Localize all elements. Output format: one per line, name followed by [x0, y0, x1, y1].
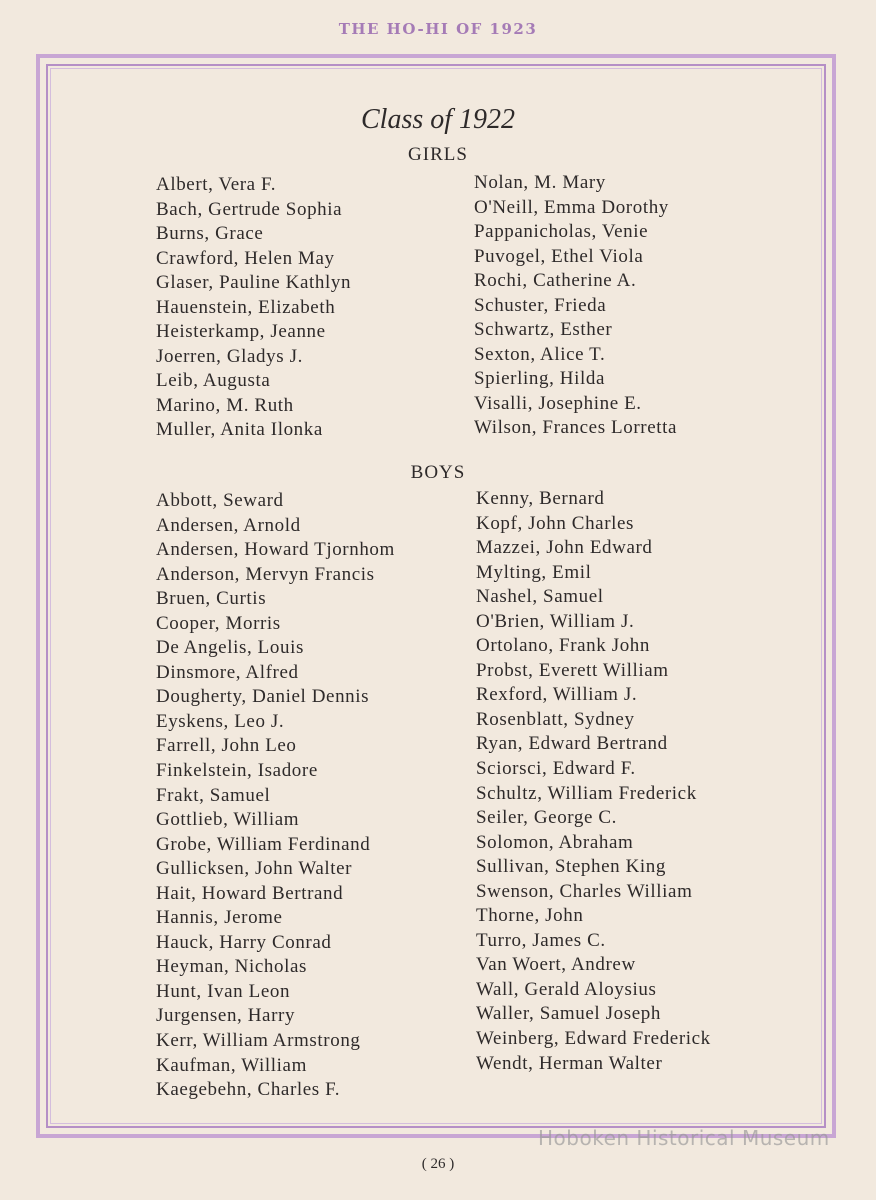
boy-name: O'Brien, William J.: [476, 610, 635, 632]
boy-name: Kenny, Bernard: [476, 488, 605, 509]
girl-name: Bach, Gertrude Sophia: [156, 198, 343, 220]
boy-name: Gullicksen, John Walter: [156, 858, 353, 880]
boy-name: Mylting, Emil: [476, 561, 592, 583]
boy-name: Jurgensen, Harry: [156, 1005, 296, 1027]
girl-name: Joerren, Gladys J.: [156, 345, 303, 367]
boy-name: Sullivan, Stephen King: [476, 856, 666, 878]
boy-name: Probst, Everett William: [476, 659, 669, 681]
boy-name: Dougherty, Daniel Dennis: [156, 686, 370, 708]
boys-heading: BOYS: [410, 462, 466, 483]
boy-name: Ortolano, Frank John: [476, 635, 651, 657]
girl-name: Sexton, Alice T.: [474, 343, 606, 365]
boy-name: Anderson, Mervyn Francis: [156, 563, 375, 585]
boy-name: Heyman, Nicholas: [156, 956, 308, 978]
boy-name: Schultz, William Frederick: [476, 782, 697, 804]
boy-name: Abbott, Seward: [156, 490, 284, 511]
boy-name: Andersen, Howard Tjornhom: [156, 539, 395, 561]
boy-name: Kerr, William Armstrong: [156, 1030, 361, 1052]
boy-name: Weinberg, Edward Frederick: [476, 1028, 711, 1050]
boy-name: Kaegebehn, Charles F.: [156, 1079, 341, 1101]
boy-name: Swenson, Charles William: [476, 880, 693, 902]
boy-name: Thorne, John: [476, 905, 584, 927]
girl-name: Crawford, Helen May: [156, 247, 335, 269]
boy-name: Waller, Samuel Joseph: [476, 1003, 661, 1025]
museum-watermark: Hoboken Historical Museum: [538, 1126, 830, 1150]
boy-name: Finkelstein, Isadore: [156, 760, 318, 782]
girl-name: Glaser, Pauline Kathlyn: [156, 272, 352, 294]
boy-name: Kaufman, William: [156, 1054, 307, 1076]
girl-name: Albert, Vera F.: [156, 174, 277, 195]
running-head: THE HO-HI OF 1923: [338, 20, 538, 38]
boy-name: Rosenblatt, Sydney: [476, 708, 635, 730]
boy-name: Van Woert, Andrew: [476, 954, 636, 976]
girl-name: Rochi, Catherine A.: [474, 270, 637, 292]
girl-name: Burns, Grace: [156, 223, 264, 245]
boy-name: Rexford, William J.: [476, 684, 638, 706]
boy-name: Andersen, Arnold: [156, 514, 301, 536]
boy-name: Dinsmore, Alfred: [156, 661, 299, 683]
boy-name: Cooper, Morris: [156, 612, 281, 634]
boy-name: Sciorsci, Edward F.: [476, 758, 636, 780]
boy-name: Hauck, Harry Conrad: [156, 931, 332, 953]
boy-name: Seiler, George C.: [476, 807, 618, 829]
boy-name: Wendt, Herman Walter: [476, 1052, 663, 1074]
boy-name: Ryan, Edward Bertrand: [476, 733, 668, 755]
boy-name: Hait, Howard Bertrand: [156, 882, 344, 904]
boy-name: Eyskens, Leo J.: [156, 710, 285, 732]
boy-name: Frakt, Samuel: [156, 784, 271, 806]
class-title: Class of 1922: [360, 104, 516, 135]
boy-name: Solomon, Abraham: [476, 831, 634, 853]
boy-name: De Angelis, Louis: [156, 637, 304, 659]
boy-name: Bruen, Curtis: [156, 588, 267, 610]
boy-name: Kopf, John Charles: [476, 512, 635, 534]
girls-list-left: [156, 173, 351, 443]
boy-name: Farrell, John Leo: [156, 735, 297, 757]
girl-name: Spierling, Hilda: [474, 368, 605, 390]
girl-name: Puvogel, Ethel Viola: [474, 245, 644, 267]
boy-name: Hunt, Ivan Leon: [156, 980, 291, 1002]
girl-name: Leib, Augusta: [156, 370, 271, 392]
boy-name: Gottlieb, William: [156, 809, 300, 831]
boy-name: Mazzei, John Edward: [476, 537, 653, 559]
girl-name: Schuster, Frieda: [474, 294, 607, 316]
girl-name: Pappanicholas, Venie: [474, 221, 649, 243]
girl-name: Marino, M. Ruth: [156, 394, 294, 416]
girl-name: Hauenstein, Elizabeth: [156, 296, 336, 318]
girl-name: Nolan, M. Mary: [474, 172, 606, 193]
boy-name: Hannis, Jerome: [156, 907, 283, 929]
boy-name: Wall, Gerald Aloysius: [476, 978, 657, 1000]
girl-name: Visalli, Josephine E.: [474, 392, 642, 414]
girls-list-right: [474, 171, 677, 441]
girl-name: Wilson, Frances Lorretta: [474, 417, 678, 439]
boys-list-left: [156, 489, 395, 1103]
boy-name: Grobe, William Ferdinand: [156, 833, 371, 855]
girl-name: Schwartz, Esther: [474, 319, 613, 341]
boys-list-right: [476, 487, 711, 1076]
boy-name: Turro, James C.: [476, 929, 606, 951]
boy-name: Nashel, Samuel: [476, 586, 604, 608]
girl-name: Muller, Anita Ilonka: [156, 419, 323, 441]
page-number: ( 26 ): [421, 1156, 455, 1172]
girl-name: O'Neill, Emma Dorothy: [474, 196, 669, 218]
girls-heading: GIRLS: [408, 144, 468, 165]
girl-name: Heisterkamp, Jeanne: [156, 321, 326, 343]
